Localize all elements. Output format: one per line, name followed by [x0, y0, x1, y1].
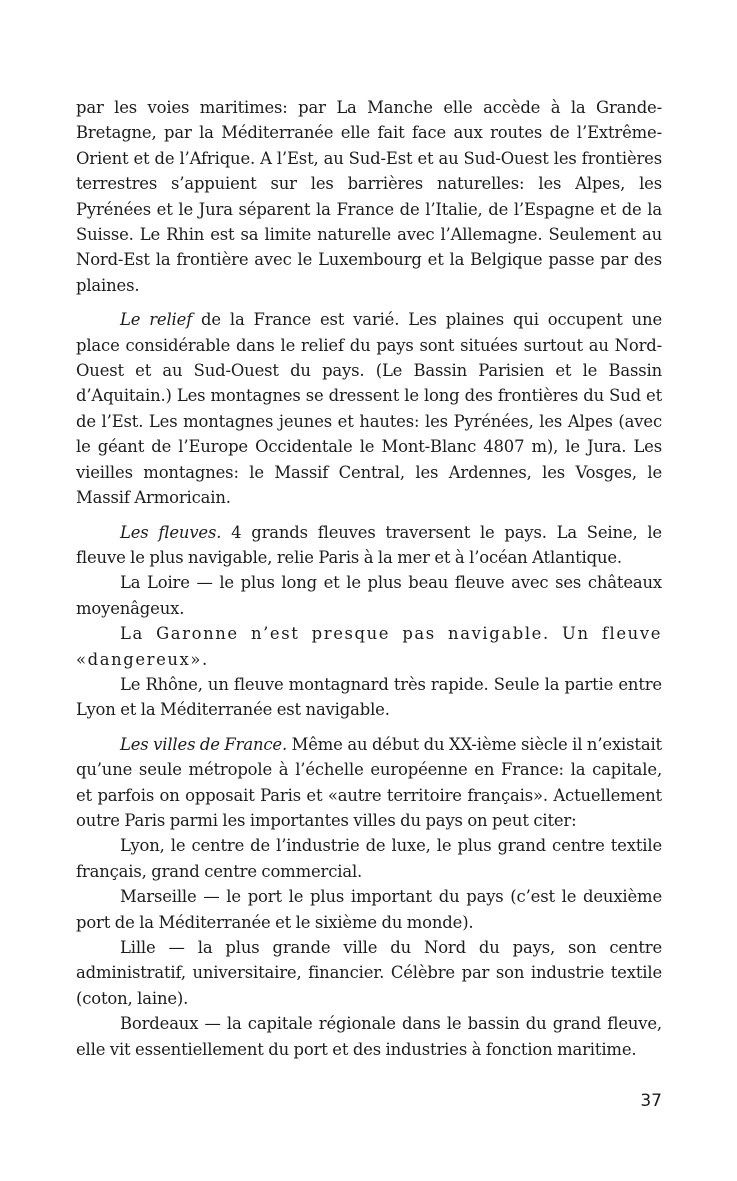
- paragraph-text: Même au début du XX-ième siècle il n’existait qu’une seule métropole à l’échelle européenne en France: la capitale, et parfois on opposait Paris et «autre territoire français». Actuellement outre Paris parmi les importantes villes du pays on peut citer:: [76, 734, 662, 830]
- paragraph-rivers: [76, 520, 662, 571]
- paragraph-loire: [76, 570, 662, 621]
- paragraph-text: Marseille — le port le plus important du pays (c’est le deuxième port de la Méditerranée et le sixième du monde).: [76, 887, 662, 932]
- section-lead-rivers: Les fleuves.: [120, 522, 222, 542]
- paragraph-text: Lyon, le centre de l’industrie de luxe, le plus grand centre textile français, grand centre commercial.: [76, 836, 662, 881]
- paragraph-text: de la France est varié. Les plaines qui occupent une place considérable dans le relief du pays sont situées surtout au Nord-Ouest et au Sud-Ouest du pays. (Le Bassin Parisien et le Bassin d’Aquitain.) Les montagnes se dressent le long des frontières du Sud et de l’Est. Les montagnes jeunes et hautes: les Pyrénées, les Alpes (avec le géant de l’Europe Occidentale le Mont-Blanc 4807 m), le Jura. Les vieilles montagnes: le Massif Central, les Ardennes, les Vosges, le Massif Armoricain.: [76, 310, 662, 508]
- paragraph-text: La Garonne n’est presque pas navigable. Un fleuve «dangereux».: [76, 624, 662, 669]
- paragraph-rhone: [76, 672, 662, 723]
- paragraph-text: Le Rhône, un fleuve montagnard très rapide. Seule la partie entre Lyon et la Méditerranée est navigable.: [76, 674, 662, 720]
- paragraph-text: Bordeaux — la capitale régionale dans le bassin du grand fleuve, elle vit essentiellement du port et des industries à fonction maritime.: [76, 1014, 662, 1059]
- page-body: [76, 95, 662, 1062]
- paragraph-garonne: [76, 621, 662, 672]
- paragraph-text: par les voies maritimes: par La Manche elle accède à la Grande-Bretagne, par la Méditerranée elle fait face aux routes de l’Extrême-Orient et de l’Afrique. A l’Est, au Sud-Est et au Sud-Ouest les frontières terrestres s’appuient sur les barrières naturelles: les Alpes, les Pyrénées et le Jura séparent la France de l’Italie, de l’Espagne et de la Suisse. Le Rhin est sa limite naturelle avec l’Allemagne. Seulement au Nord-Est la frontière avec le Luxembourg et la Belgique passe par des plaines.: [76, 98, 662, 295]
- paragraph-relief: [76, 307, 662, 510]
- section-lead-cities: Les villes de France.: [120, 734, 287, 754]
- paragraph-text: 4 grands fleuves traversent le pays. La Seine, le fleuve le plus navigable, relie Paris à la mer et à l’océan Atlantique.: [76, 522, 662, 567]
- paragraph-borders: [76, 95, 662, 298]
- paragraph-lille: [76, 935, 662, 1011]
- paragraph-lyon: [76, 833, 662, 884]
- paragraph-text: Lille — la plus grande ville du Nord du pays, son centre administratif, universitaire, financier. Célèbre par son industrie textile (coton, laine).: [76, 938, 662, 1008]
- page-number: 37: [640, 1091, 662, 1111]
- paragraph-marseille: [76, 884, 662, 935]
- paragraph-cities: [76, 732, 662, 834]
- paragraph-bordeaux: [76, 1011, 662, 1062]
- section-lead-relief: Le relief: [120, 310, 193, 330]
- paragraph-text: La Loire — le plus long et le plus beau fleuve avec ses châteaux moyenâgeux.: [76, 573, 662, 618]
